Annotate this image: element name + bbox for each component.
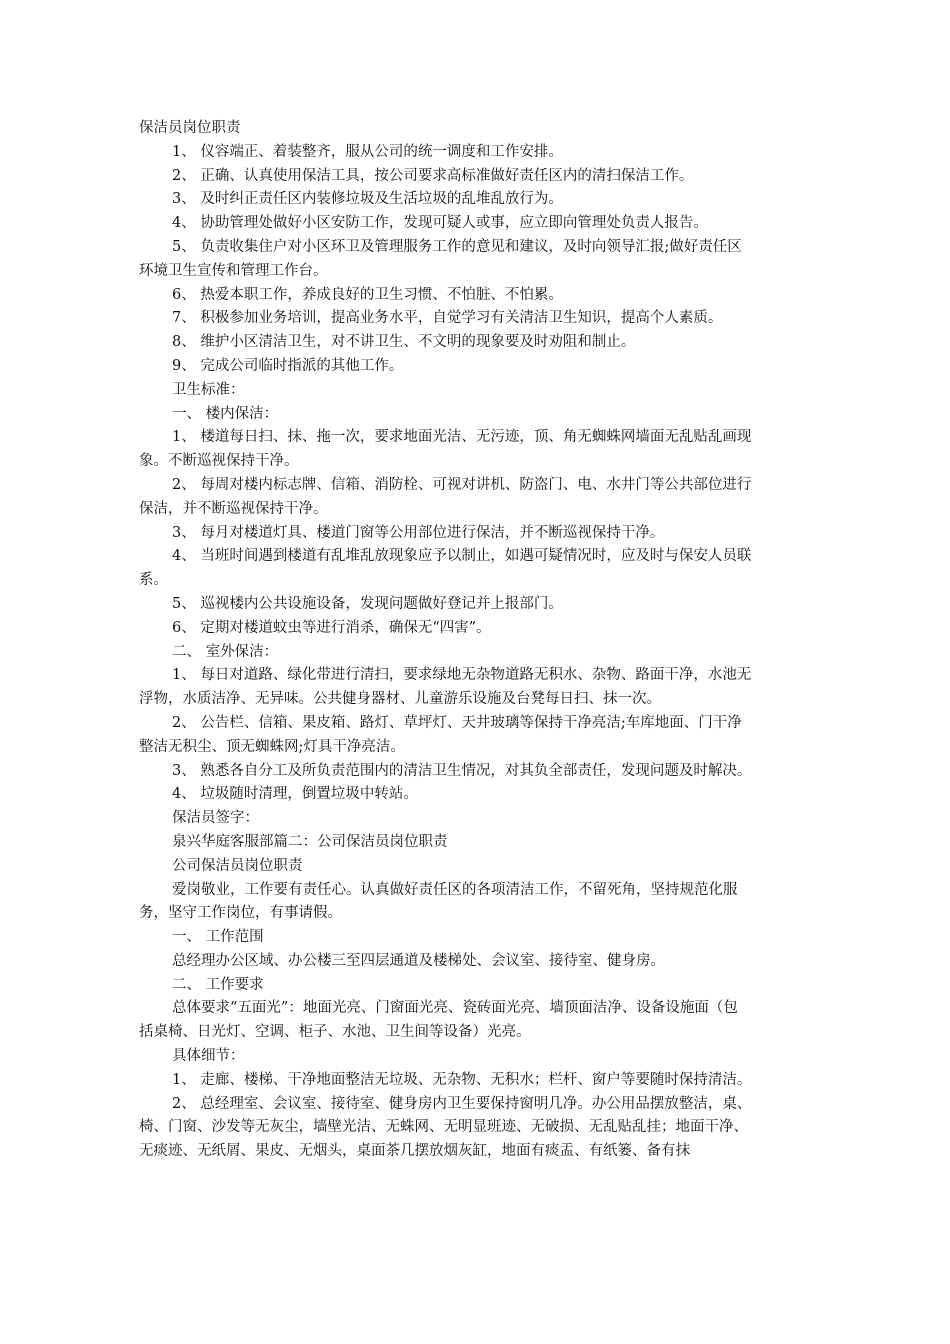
text-line: 9、 完成公司临时指派的其他工作。 xyxy=(172,357,404,374)
text-line: 2、 正确、认真使用保洁工具，按公司要求高标准做好责任区内的清扫保洁工作。 xyxy=(172,167,694,184)
text-line: 7、 积极参加业务培训，提高业务水平，自觉学习有关清洁卫生知识，提高个人素质。 xyxy=(172,310,723,327)
text-line: 爱岗敬业，工作要有责任心。认真做好责任区的各项清洁工作，不留死角，坚持规范化服 xyxy=(172,881,738,898)
text-line: 8、 维护小区清洁卫生，对不讲卫生、不文明的现象要及时劝阻和制止。 xyxy=(172,334,636,351)
text-line: 括桌椅、日光灯、空调、柜子、水池、卫生间等设备）光亮。 xyxy=(139,1024,531,1041)
text-line: 1、 走廊、楼梯、干净地面整洁无垃圾、无杂物、无积水；栏杆、窗户等要随时保持清洁。 xyxy=(172,1071,752,1088)
text-line: 保洁员签字： xyxy=(172,810,259,827)
text-line: 公司保洁员岗位职责 xyxy=(172,857,303,874)
text-line: 浮物，水质洁净、无异味。公共健身器材、儿童游乐设施及台凳每日扫、抹一次。 xyxy=(139,691,661,708)
text-line: 一、 工作范围 xyxy=(172,929,264,946)
text-line: 3、 及时纠正责任区内装修垃圾及生活垃圾的乱堆乱放行为。 xyxy=(172,191,563,208)
text-line: 环境卫生宣传和管理工作台。 xyxy=(139,262,328,279)
text-line: 5、 负责收集住户对小区环卫及管理服务工作的意见和建议，及时向领导汇报;做好责任区 xyxy=(172,238,742,255)
text-line: 6、 热爱本职工作，养成良好的卫生习惯、不怕脏、不怕累。 xyxy=(172,286,563,303)
text-line: 泉兴华庭客服部篇二：公司保洁员岗位职责 xyxy=(172,833,448,850)
text-line: 4、 协助管理处做好小区安防工作，发现可疑人或事，应立即向管理处负责人报告。 xyxy=(172,215,708,232)
text-line: 2、 公告栏、信箱、果皮箱、路灯、草坪灯、天井玻璃等保持干净亮洁;车库地面、门干净 xyxy=(172,714,742,731)
text-line: 总体要求“五面光”：地面光亮、门窗面光亮、瓷砖面光亮、墙顶面洁净、设备设施面（包 xyxy=(172,1000,738,1017)
text-line: 6、 定期对楼道蚊虫等进行消杀，确保无“四害”。 xyxy=(172,619,491,636)
text-line: 2、 每周对楼内标志牌、信箱、消防栓、可视对讲机、防盗门、电、水井门等公共部位进行 xyxy=(172,476,752,493)
text-line: 无痰迹、无纸屑、果皮、无烟头，桌面茶几摆放烟灰缸，地面有痰盂、有纸篓、备有抹 xyxy=(139,1143,690,1160)
text-line: 具体细节： xyxy=(172,1048,245,1065)
text-line: 二、 工作要求 xyxy=(172,976,264,993)
text-line: 总经理办公区域、办公楼三至四层通道及楼梯处、会议室、接待室、健身房。 xyxy=(172,952,665,969)
text-line: 4、 当班时间遇到楼道有乱堆乱放现象应予以制止，如遇可疑情况时，应及时与保安人员联 xyxy=(172,548,752,565)
text-line: 1、 仪容端正、着装整齐，服从公司的统一调度和工作安排。 xyxy=(172,143,563,160)
text-line: 象。不断巡视保持干净。 xyxy=(139,453,299,470)
text-line: 3、 熟悉各自分工及所负责范围内的清洁卫生情况，对其负全部责任，发现问题及时解决。 xyxy=(172,762,752,779)
text-line: 4、 垃圾随时清理，倒置垃圾中转站。 xyxy=(172,786,418,803)
text-line: 务，坚守工作岗位，有事请假。 xyxy=(139,905,342,922)
text-line: 椅、门窗、沙发等无灰尘，墙壁光洁、无蛛网、无明显班迹、无破损、无乱贴乱挂；地面干净、 xyxy=(139,1119,748,1136)
text-line: 5、 巡视楼内公共设施设备，发现问题做好登记并上报部门。 xyxy=(172,595,563,612)
text-line: 保洁员岗位职责 xyxy=(139,120,241,136)
document-body xyxy=(139,117,815,1164)
text-line: 系。 xyxy=(139,572,168,589)
text-line: 一、 楼内保洁： xyxy=(172,405,279,422)
text-line: 2、 总经理室、会议室、接待室、健身房内卫生要保持窗明几净。办公用品摆放整洁，桌、 xyxy=(172,1095,752,1112)
text-line: 1、 楼道每日扫、抹、拖一次，要求地面光洁、无污迹，顶、角无蜘蛛网墙面无乱贴乱画现 xyxy=(172,429,752,446)
text-line: 整洁无积尘、顶无蜘蛛网;灯具干净亮洁。 xyxy=(139,738,405,755)
text-line: 卫生标准： xyxy=(172,381,245,398)
text-line: 3、 每月对楼道灯具、楼道门窗等公用部位进行保洁，并不断巡视保持干净。 xyxy=(172,524,665,541)
text-line: 二、 室外保洁： xyxy=(172,643,279,660)
text-line: 保洁，并不断巡视保持干净。 xyxy=(139,500,328,517)
text-line: 1、 每日对道路、绿化带进行清扫，要求绿地无杂物道路无积水、杂物、路面干净，水池无 xyxy=(172,667,752,684)
